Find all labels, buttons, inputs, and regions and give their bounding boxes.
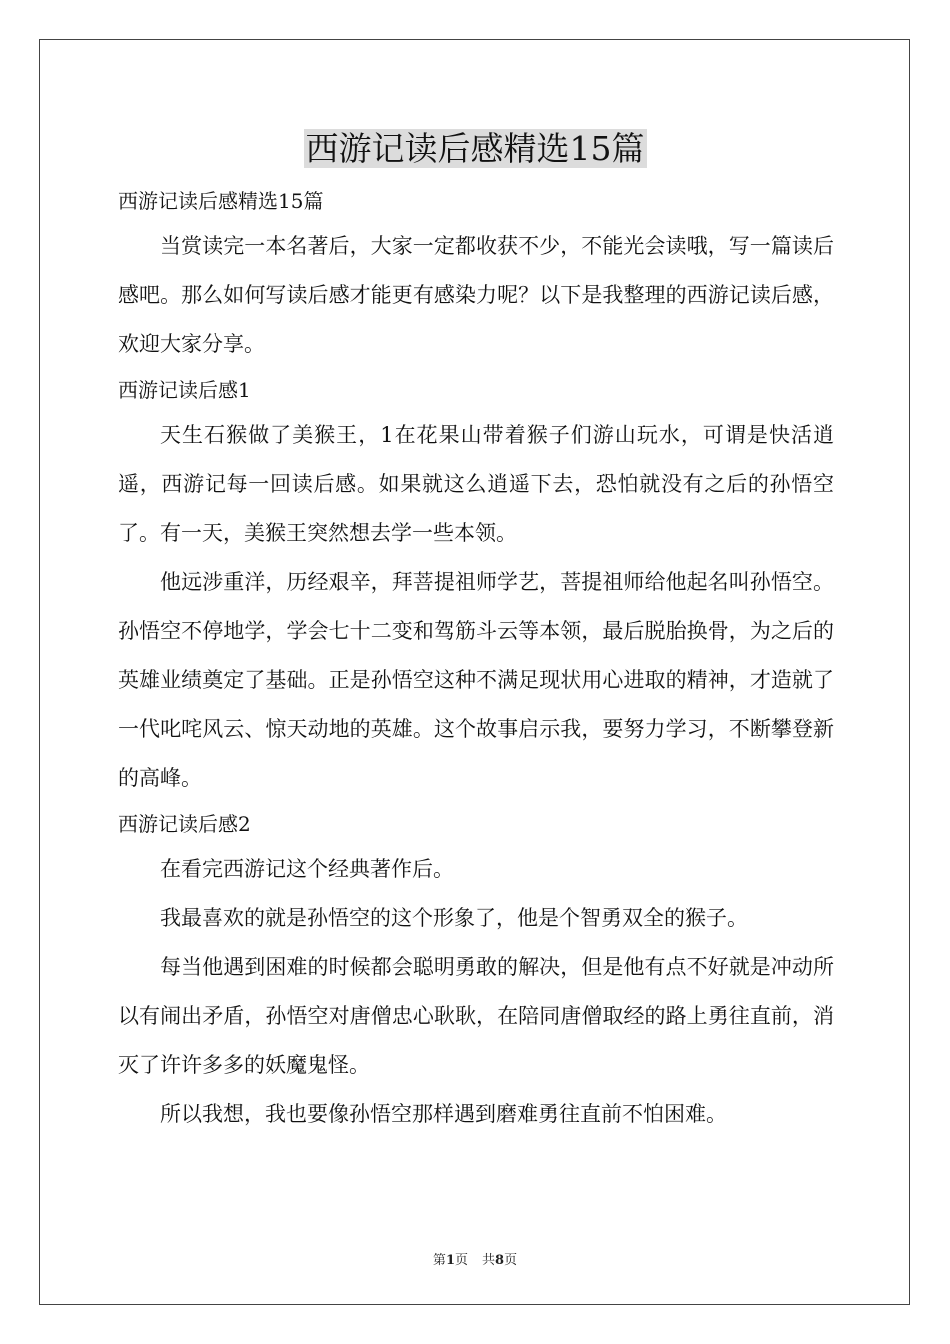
paragraph: 所以我想，我也要像孙悟空那样遇到磨难勇往直前不怕困难。	[160, 1102, 727, 1126]
page-label-suffix: 页	[454, 1253, 468, 1268]
paragraph-intro: 当赏读完一本名著后，大家一定都收获不少，不能光会读哦，写一篇读后感吧。那么如何写读后感才能更有感染力呢？以下是我整理的西游记读后感，欢迎大家分享。	[118, 234, 834, 356]
page-current: 1	[445, 1253, 455, 1268]
document-title-text: 西游记读后感精选15篇	[305, 129, 645, 168]
page-footer	[0, 1252, 950, 1270]
page-total: 8	[495, 1253, 505, 1268]
paragraph: 每当他遇到困难的时候都会聪明勇敢的解决，但是他有点不好就是冲动所以有闹出矛盾，孙悟空对唐僧忠心耿耿，在陪同唐僧取经的路上勇往直前，消灭了许许多多的妖魔鬼怪。	[118, 955, 834, 1077]
paragraph: 他远涉重洋，历经艰辛，拜菩提祖师学艺，菩提祖师给他起名叫孙悟空。孙悟空不停地学，学会七十二变和驾筋斗云等本领，最后脱胎换骨，为之后的英雄业绩奠定了基础。正是孙悟空这种不满足现状用心进取的精神，才造就了一代叱咤风云、惊天动地的英雄。这个故事启示我，要努力学习，不断攀登新的高峰。	[118, 570, 834, 790]
paragraph: 天生石猴做了美猴王，1在花果山带着猴子们游山玩水，可谓是快活逍遥，西游记每一回读后感。如果就这么逍遥下去，恐怕就没有之后的孙悟空了。有一天，美猴王突然想去学一些本领。	[118, 423, 834, 545]
section-heading-intro: 西游记读后感精选15篇	[118, 189, 324, 213]
page-total-suffix: 页	[504, 1253, 518, 1268]
document-title	[0, 126, 950, 172]
paragraph: 在看完西游记这个经典著作后。	[160, 857, 454, 881]
page-total-prefix: 共	[482, 1253, 496, 1268]
section-heading-1: 西游记读后感1	[118, 378, 251, 402]
section-heading-2: 西游记读后感2	[118, 812, 251, 836]
paragraph: 我最喜欢的就是孙悟空的这个形象了，他是个智勇双全的猴子。	[160, 906, 748, 930]
document-body	[118, 180, 834, 1139]
page-label-prefix: 第	[432, 1253, 446, 1268]
